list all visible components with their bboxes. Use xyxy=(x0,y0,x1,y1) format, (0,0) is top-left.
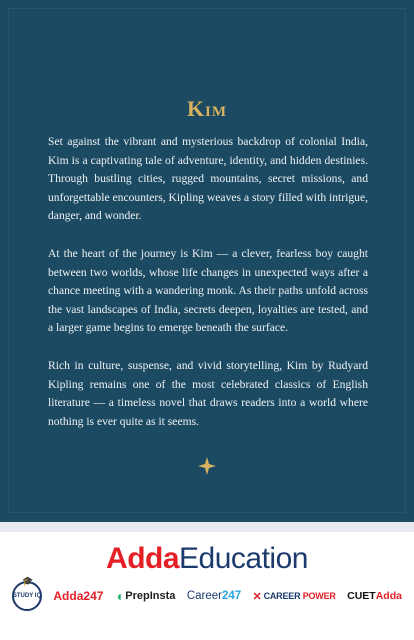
prepinsta-text: PrepInsta xyxy=(125,590,176,602)
studyiq-logo xyxy=(12,576,42,611)
graduation-cap-icon: 🎓 xyxy=(22,576,34,586)
careerpower-text-a: CAREER xyxy=(263,591,301,601)
adda-education-logo xyxy=(0,542,414,576)
cuet-adda-logo xyxy=(347,590,402,602)
blurb-paragraph-3: Rich in culture, suspense, and vivid storytelling, Kim by Rudyard Kipling remains one of the most celebrated classics of English literature — a timeless novel that draws readers into a world where nothing is ever quite as it seems. xyxy=(48,359,368,428)
prepinsta-logo xyxy=(115,588,176,604)
careerpower-text-b: POWER xyxy=(302,591,336,601)
career247-number: 247 xyxy=(221,590,242,602)
studyiq-text: STUDY IQ xyxy=(12,593,42,599)
adda247-text: Adda xyxy=(53,589,84,603)
ornamental-divider xyxy=(130,456,284,476)
brand-adda: Adda xyxy=(106,542,180,575)
adda247-number: 247 xyxy=(83,589,104,603)
brand-education: Education xyxy=(179,542,308,575)
prepinsta-icon: ◖ xyxy=(114,588,124,604)
partner-logos xyxy=(12,576,402,612)
cuet-text: CUET xyxy=(347,590,376,602)
adda247-logo xyxy=(53,589,103,603)
studyiq-badge xyxy=(12,576,42,611)
careerpower-icon: ✕ xyxy=(252,590,262,603)
careerpower-logo xyxy=(253,590,336,603)
blurb-paragraph-1: Set against the vibrant and mysterious backdrop of colonial India, Kim is a captivating tale of adventure, identity, and hidden destinies. Through bustling cities, rugged mountains, secret missions, and unforgettable encounters, Kipling weaves a story filled with intrigue, danger, and wonder. xyxy=(48,135,368,223)
blurb-paragraph-2: At the heart of the journey is Kim — a clever, fearless boy caught between two worlds, whose life changes in unexpected ways after a chance meeting with a wandering monk. As their paths unfold across the vast landscapes of India, secrets deepen, loyalties are tested, and a larger game begins to emerge beneath the surface. xyxy=(48,247,368,335)
cuet-adda-text: Adda xyxy=(375,590,402,602)
career247-logo xyxy=(187,590,241,602)
career247-text: Career xyxy=(186,590,222,602)
book-title: Kim xyxy=(186,96,228,121)
